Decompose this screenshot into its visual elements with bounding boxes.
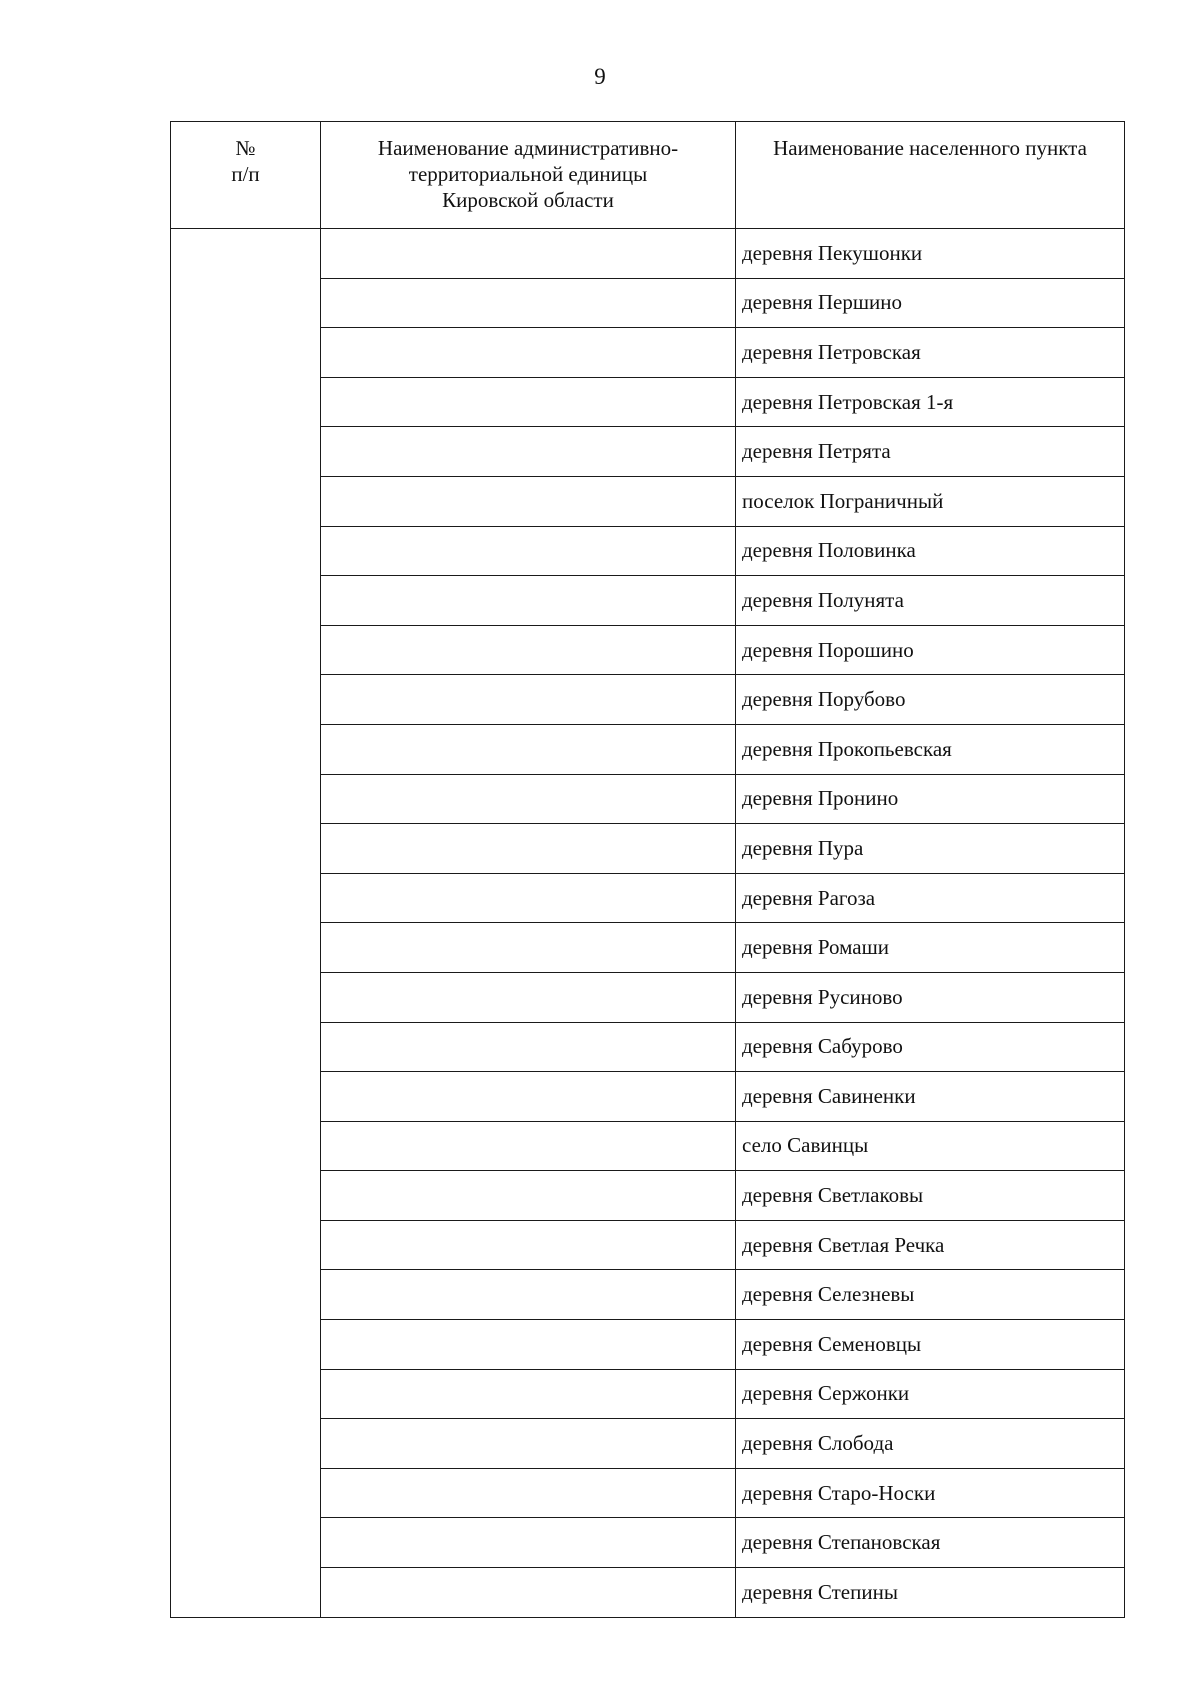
settlement-name-cell: деревня Светлаковы: [736, 1171, 1125, 1221]
unit-cell: [321, 675, 736, 725]
unit-cell: [321, 576, 736, 626]
unit-cell: [321, 476, 736, 526]
header-number-line2: п/п: [231, 162, 260, 186]
settlement-name-cell: деревня Степины: [736, 1568, 1125, 1618]
settlement-name-cell: деревня Старо-Носки: [736, 1468, 1125, 1518]
unit-cell: [321, 1220, 736, 1270]
settlement-name-cell: деревня Петровская: [736, 328, 1125, 378]
header-unit-line1: Наименование административно-: [377, 136, 679, 160]
unit-cell: [321, 724, 736, 774]
unit-cell: [321, 377, 736, 427]
header-number-line1: №: [235, 136, 256, 160]
unit-cell: [321, 1270, 736, 1320]
settlement-name-cell: деревня Порошино: [736, 625, 1125, 675]
settlement-name-cell: деревня Пронино: [736, 774, 1125, 824]
settlement-name-cell: деревня Пура: [736, 824, 1125, 874]
header-unit-line2: территориальной единицы: [408, 162, 648, 186]
unit-cell: [321, 1320, 736, 1370]
unit-cell: [321, 1369, 736, 1419]
table-header-row: [171, 122, 1125, 229]
settlements-table: [170, 121, 1125, 1618]
table-body: [171, 229, 1125, 1618]
settlement-name-cell: деревня Сабурово: [736, 1022, 1125, 1072]
settlement-name-cell: село Савинцы: [736, 1121, 1125, 1171]
unit-cell: [321, 278, 736, 328]
header-unit: [321, 122, 736, 229]
settlement-name-cell: деревня Прокопьевская: [736, 724, 1125, 774]
unit-cell: [321, 427, 736, 477]
number-cell: [171, 229, 321, 1618]
unit-cell: [321, 1072, 736, 1122]
settlement-name-cell: деревня Сержонки: [736, 1369, 1125, 1419]
settlement-name-cell: деревня Селезневы: [736, 1270, 1125, 1320]
settlement-name-cell: деревня Степановская: [736, 1518, 1125, 1568]
unit-cell: [321, 625, 736, 675]
settlement-name-cell: деревня Першино: [736, 278, 1125, 328]
page-number: 9: [594, 64, 606, 89]
unit-cell: [321, 923, 736, 973]
settlement-name-cell: деревня Половинка: [736, 526, 1125, 576]
settlement-name-cell: деревня Полунята: [736, 576, 1125, 626]
unit-cell: [321, 229, 736, 279]
unit-cell: [321, 824, 736, 874]
unit-cell: [321, 873, 736, 923]
settlement-name-cell: деревня Пекушонки: [736, 229, 1125, 279]
settlement-name-cell: деревня Петровская 1-я: [736, 377, 1125, 427]
unit-cell: [321, 1171, 736, 1221]
unit-cell: [321, 1121, 736, 1171]
unit-cell: [321, 1518, 736, 1568]
unit-cell: [321, 972, 736, 1022]
settlement-name-cell: деревня Рагоза: [736, 873, 1125, 923]
unit-cell: [321, 1468, 736, 1518]
settlement-name-cell: деревня Семеновцы: [736, 1320, 1125, 1370]
header-unit-line3: Кировской области: [442, 188, 614, 212]
unit-cell: [321, 1568, 736, 1618]
settlement-name-cell: деревня Светлая Речка: [736, 1220, 1125, 1270]
settlement-name-cell: поселок Пограничный: [736, 476, 1125, 526]
header-settlement-label: Наименование населенного пункта: [773, 136, 1087, 160]
unit-cell: [321, 328, 736, 378]
header-settlement: [736, 122, 1125, 229]
settlement-name-cell: деревня Савиненки: [736, 1072, 1125, 1122]
settlement-name-cell: деревня Порубово: [736, 675, 1125, 725]
unit-cell: [321, 1022, 736, 1072]
unit-cell: [321, 526, 736, 576]
settlement-name-cell: деревня Ромаши: [736, 923, 1125, 973]
unit-cell: [321, 1419, 736, 1469]
unit-cell: [321, 774, 736, 824]
settlement-name-cell: деревня Петрята: [736, 427, 1125, 477]
settlement-name-cell: деревня Слобода: [736, 1419, 1125, 1469]
settlement-name-cell: деревня Русиново: [736, 972, 1125, 1022]
header-number: [171, 122, 321, 229]
table-row: [171, 229, 1125, 279]
